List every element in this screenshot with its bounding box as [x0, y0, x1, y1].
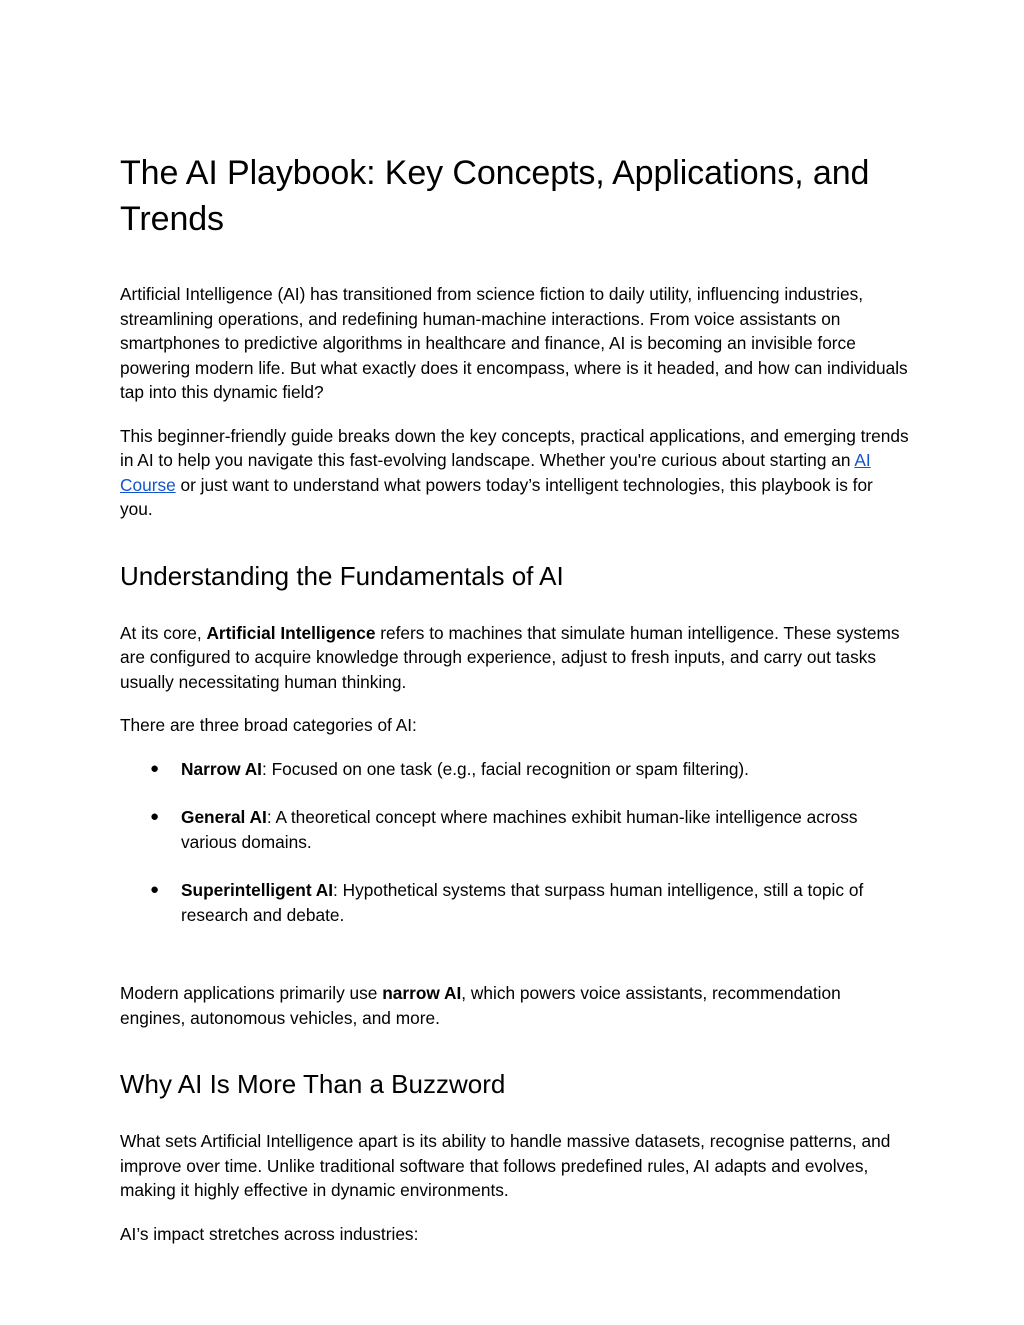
section-heading-buzzword: Why AI Is More Than a Buzzword — [120, 1069, 506, 1099]
category-term: Narrow AI — [181, 758, 262, 779]
intro-paragraph-2-text-b: or just want to understand what powers today’s intelligent technologies, this playbook is for you. — [120, 474, 873, 519]
fundamentals-paragraph-2: There are three broad categories of AI: — [120, 715, 417, 735]
bold-term-narrow-ai: narrow AI — [382, 983, 462, 1003]
document-page — [120, 150, 910, 1265]
fundamentals-paragraph-1-text-a: At its core, — [120, 622, 207, 643]
section-heading-fundamentals: Understanding the Fundamentals of AI — [120, 560, 564, 591]
bullet-icon: ● — [150, 808, 160, 825]
buzzword-paragraph-2: AI’s impact stretches across industries: — [120, 1223, 419, 1244]
fundamentals-paragraph-1-text-b: refers to machines that simulate human intelligence. These systems are configured to acquire knowledge through experience, adjust to fresh inputs, and carry out tasks usually necessitating human thinking. — [120, 622, 900, 692]
bullet-icon: ● — [150, 759, 160, 777]
category-description: : Hypothetical systems that surpass human intelligence, still a topic of research and debate. — [181, 880, 864, 925]
list-spacer — [120, 951, 910, 981]
bold-term-artificial-intelligence: Artificial Intelligence — [206, 622, 376, 643]
document-title: The AI Playbook: Key Concepts, Applications, and Trends — [120, 154, 870, 238]
intro-paragraph-2 — [120, 424, 910, 522]
category-term: General AI — [181, 807, 267, 827]
ai-course-link[interactable]: AI Course — [120, 450, 871, 495]
fundamentals-paragraph-3 — [120, 981, 910, 1030]
category-description: : Focused on one task (e.g., facial recognition or spam filtering). — [261, 758, 749, 779]
category-description: : A theoretical concept where machines exhibit human-like intelligence across various domains. — [181, 807, 858, 852]
fundamentals-paragraph-1 — [120, 621, 910, 695]
list-item — [120, 878, 910, 927]
bullet-icon: ● — [150, 881, 160, 898]
list-item — [120, 757, 910, 782]
intro-paragraph-1: Artificial Intelligence (AI) has transitioned from science fiction to daily utility, influencing industries, streamlining operations, and redefining human-machine interactions. From voice assistants on smartphones to predictive algorithms in healthcare and finance, AI is becoming an invisible force powering modern life. But what exactly does it encompass, where is it headed, and how can individuals tap into this dynamic field? — [120, 284, 908, 402]
fundamentals-paragraph-3-text-b: , which powers voice assistants, recommendation engines, autonomous vehicles, and more. — [120, 983, 841, 1028]
fundamentals-paragraph-3-text-a: Modern applications primarily use — [120, 983, 383, 1003]
list-item — [120, 805, 910, 854]
intro-paragraph-2-text-a: This beginner-friendly guide breaks down the key concepts, practical applications, and emerging trends in AI to help you navigate this fast-evolving landscape. Whether you're curious about starting an — [120, 425, 909, 470]
category-term: Superintelligent AI — [181, 880, 334, 900]
ai-categories-list — [120, 757, 910, 928]
buzzword-paragraph-1: What sets Artificial Intelligence apart is its ability to handle massive datasets, recognise patterns, and improve over time. Unlike traditional software that follows predefined rules, AI adapts and evolves, making it highly effective in dynamic environments. — [120, 1131, 891, 1200]
